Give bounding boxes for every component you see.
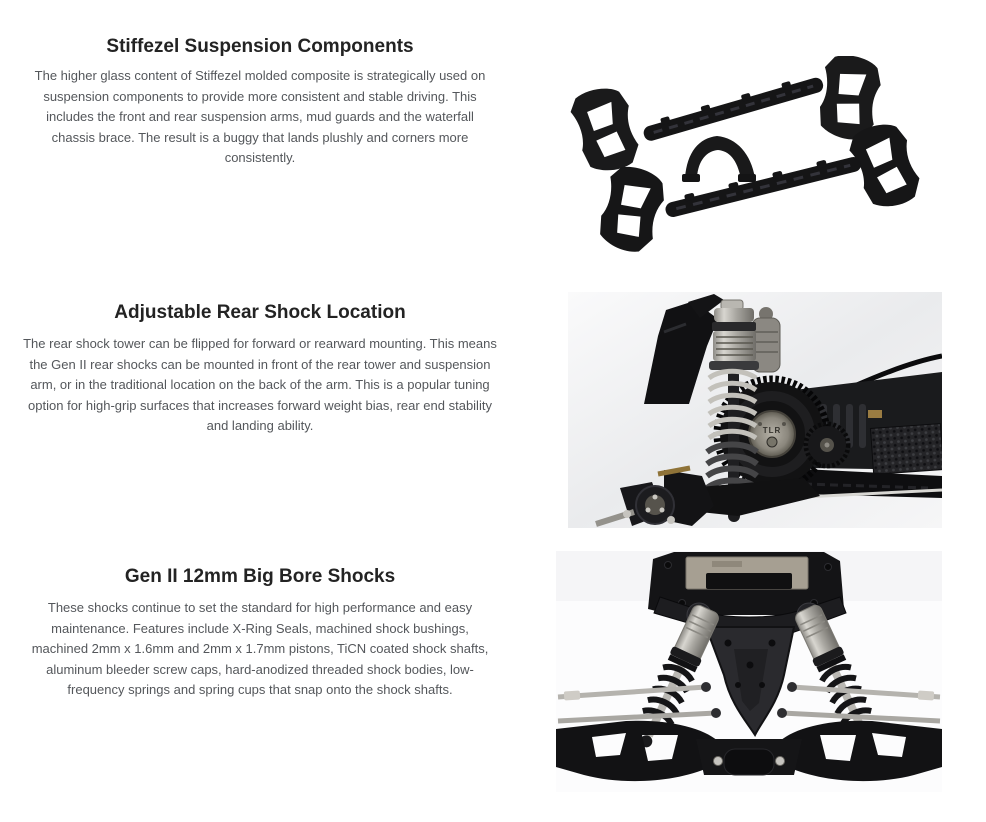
section-heading-big-bore: Gen II 12mm Big Bore Shocks (124, 566, 396, 587)
mud-guard-rail-upper (641, 72, 825, 142)
section-heading-stiffezel: Stiffezel Suspension Components (106, 36, 414, 57)
section-heading-rear-shock: Adjustable Rear Shock Location (114, 302, 406, 323)
front-arm-left (567, 83, 643, 177)
rear-arm-left (592, 161, 671, 256)
brass-connector (868, 410, 882, 418)
front-shocks-chassis-image (556, 551, 942, 792)
suspension-components-image (556, 56, 944, 256)
section-body-stiffezel: The higher glass content of Stiffezel molded composite is strategically used on suspension components to provide more consistent and stable driving. This includes the front and rear suspension arms, mud guards and the waterfall chassis brace. The result is a buggy that lands plushly and corners more consistently. (34, 68, 486, 165)
gear-brand-marking: TLR (762, 426, 782, 435)
section-body-rear-shock: The rear shock tower can be flipped for forward or rearward mounting. This means the Gen II rear shocks can be mounted in front of the rear tower and suspension arm, or in the traditional location on the back of the arm. This is a popular tuning option for high-grip surfaces that increases forward weight bias, rear end stability and landing ability. (23, 336, 497, 433)
carbon-battery (870, 424, 942, 475)
section-body-big-bore: These shocks continue to set the standard for high performance and easy maintenance. Features include X-Ring Seals, machined shock bushings, machined 2mm x 1.6mm and 2mm x 1.7mm pistons, TiCN coated shock shafts, aluminum bleeder screw caps, hard-anodized threaded shock bodies, low-frequency springs and spring cups that snap onto the shock shafts. (31, 600, 489, 697)
rear-shock-location-image (568, 292, 942, 528)
waterfall-chassis-brace (685, 136, 755, 179)
